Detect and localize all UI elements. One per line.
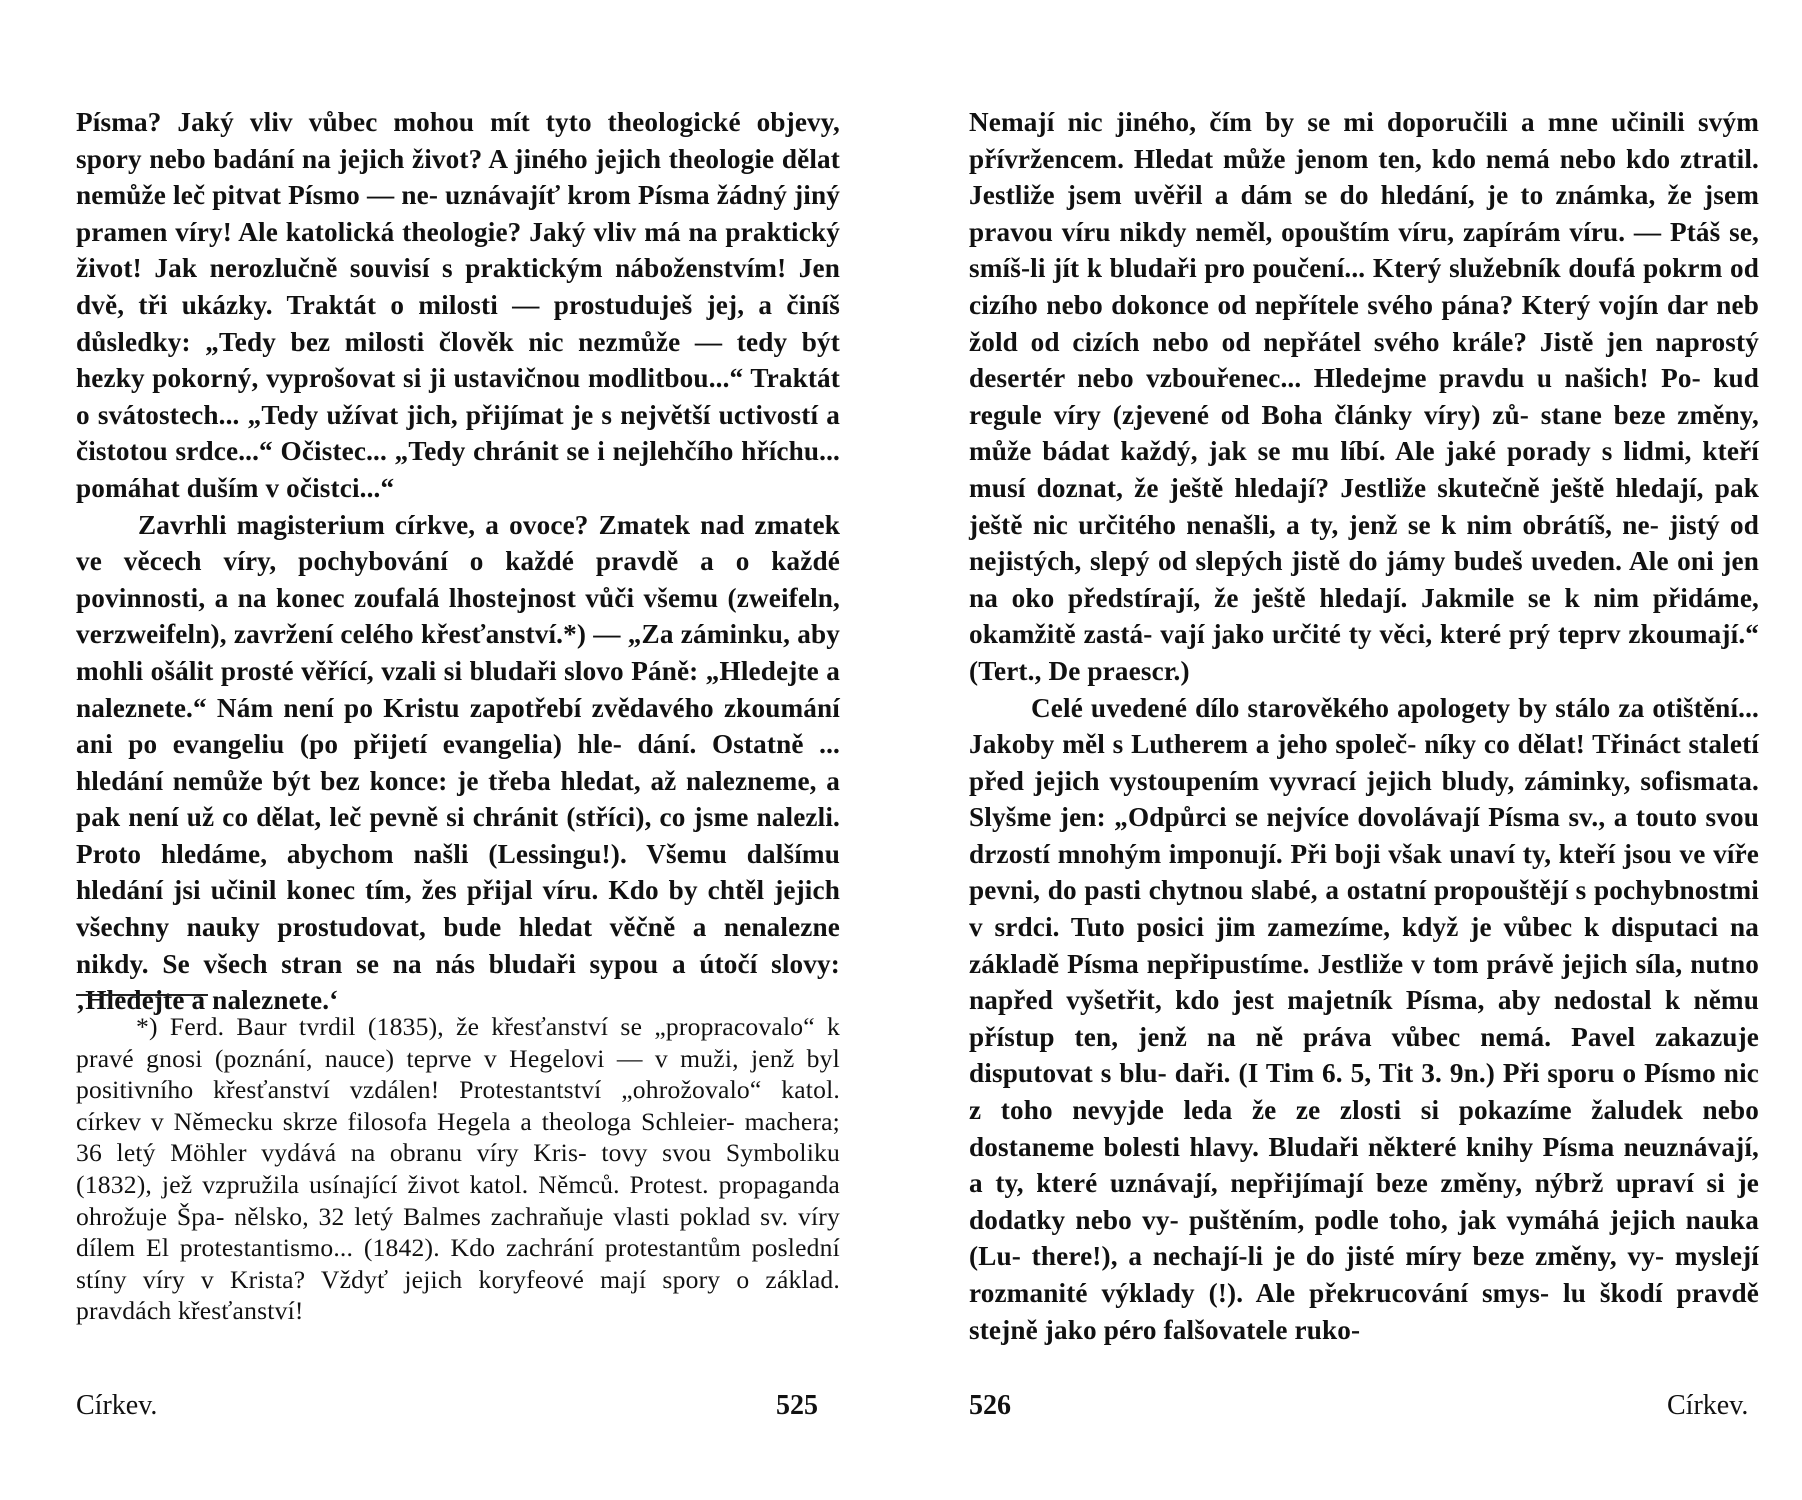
- text-line: lu škodí pravdě stejně jako péro falšovatele ruko-: [969, 1278, 1759, 1345]
- right-page-body-text: [969, 104, 1759, 1348]
- footnote-line: tovy svou Symboliku (1832), jež vzpružila usínající: [76, 1138, 840, 1199]
- text-line: Písma? Jaký vliv vůbec mohou mít tyto theologické: [76, 107, 741, 137]
- right-page: [901, 0, 1802, 1500]
- text-line: jejich síla, nutno napřed vyšetřit, kdo jest majetník: [969, 948, 1759, 1016]
- text-line: budeš uveden. Ale oni jen na oko předstírají, že ještě: [969, 546, 1759, 613]
- text-line: svou drzostí mnohým imponují. Při boji však unaví: [969, 802, 1760, 869]
- text-line: Celé uvedené dílo starověkého apologety by stálo: [1031, 692, 1611, 723]
- text-line: věřící, vzali si bludaři slovo Páně: „Hledejte a: [301, 655, 840, 686]
- running-head-left: Církev.: [76, 1390, 158, 1421]
- text-line: bludaři sypou a útočí slovy: ‚Hledejte a naleznete.‘: [76, 948, 840, 1016]
- footnote-line: machera; 36 letý Möhler vydává na obranu víry Kris-: [76, 1106, 840, 1168]
- text-line: Písma, aby nedostal k němu přístup ten, jenž na ně: [969, 985, 1759, 1052]
- text-line: leč pevně si chránit (stříci), co jsme nalezli. Proto: [76, 802, 840, 869]
- text-line: nikdy neměl, opouštím víru, zapírám víru. — Ptáš se,: [1119, 216, 1760, 247]
- text-line: věčně a nenalezne nikdy. Se všech stran se na nás: [76, 912, 840, 979]
- text-line: hledají. Jakmile se k nim přidáme, okamžitě zastá-: [969, 582, 1759, 650]
- footnote-rule: [76, 994, 208, 996]
- text-line: se do hledání, je to známka, že jsem pravou víru: [969, 180, 1759, 247]
- page-number-right: 526: [969, 1390, 1011, 1421]
- text-line: (Tert., De praescr.): [969, 655, 1190, 686]
- text-line: vají jako určité ty věci, které prý teprv zkoumají.“: [1160, 619, 1760, 650]
- text-line: puštěním, podle toho, jak vymáhá jejich nauka (Lu-: [969, 1204, 1759, 1272]
- text-line: jistý od nejistých, slepý od slepých jistě do jámy: [969, 509, 1760, 577]
- text-line: chtěl jejich všechny nauky prostudovat, bude hledat: [76, 875, 841, 943]
- text-line: smíš-li jít k bludaři pro poučení... Který služebník: [969, 253, 1561, 284]
- footnote-line: vzdálen! Protestantství „ohrožovalo“ katol. církev v: [76, 1075, 840, 1136]
- text-line: vyvrací jejich bludy, záminky, sofismata. Slyšme jen:: [969, 765, 1759, 833]
- paragraph: [969, 104, 1759, 690]
- text-line: stane beze změny, může bádat každý, jak se mu: [969, 399, 1759, 467]
- text-line: beze změny, nýbrž upraví si je dodatky nebo vy-: [969, 1168, 1759, 1235]
- text-line: níky co dělat! Třináct staletí před jejich vystoupením: [969, 729, 1759, 796]
- footnote-line: *) Ferd. Baur tvrdil (1835), že křesťanství se: [136, 1012, 643, 1041]
- footnote-line: život katol. Němců. Protest. propaganda ohrožuje Špa-: [76, 1169, 840, 1231]
- footnote-paragraph: [76, 1011, 840, 1327]
- page-number-left: 525: [776, 1390, 818, 1421]
- left-page-body-text: [76, 104, 840, 1019]
- running-head-right: Církev.: [1667, 1390, 1749, 1421]
- paragraph: [76, 104, 840, 507]
- text-line: nic určitého nenašli, a ty, jenž se k nim obrátíš, ne-: [1032, 509, 1659, 540]
- text-line: hledáme, abychom našli (Lessingu!). Všemu dalšímu: [160, 838, 840, 869]
- text-line: kud regule víry (zjevené od Boha články víry) zů-: [969, 363, 1759, 430]
- text-line: there!), a nechají-li je do jisté míry beze změny, vy-: [1031, 1241, 1665, 1272]
- text-line: uznávajíť krom Písma žádný jiný pramen víry! Ale: [76, 180, 840, 247]
- text-line: od nepřátel svého krále? Jistě jen naprostý desertér: [969, 326, 1759, 394]
- text-line: Písma neuznávají, a ty, které uznávají, nepřijímají: [969, 1131, 1760, 1199]
- footnote-line: „propracovalo“ k pravé gnosi (poznání, nauce) teprve: [76, 1012, 841, 1073]
- text-line: „Odpůrci se nejvíce dovolávají Písma sv., a touto: [1114, 802, 1698, 833]
- text-line: ji ustavičnou modlitbou...“ Traktát o svátostech...: [76, 363, 841, 430]
- text-line: nezmůže — tedy být hezky pokorný, vyprošovat si: [76, 326, 840, 394]
- text-line: naleznete.“ Nám není po Kristu zapotřebí zvědavého: [76, 692, 714, 723]
- text-line: jej, a činíš důsledky: „Tedy bez milosti člověk nic: [76, 289, 840, 357]
- text-line: nejlehčího hříchu... pomáhat duším v očistci...“: [76, 436, 840, 503]
- text-line: Zavrhli magisterium církve, a ovoce? Zmatek nad: [138, 509, 745, 540]
- text-line: učinili svým přívržencem. Hledat může jenom ten,: [969, 107, 1759, 174]
- text-line: myslejí rozmanité výklady (!). Ale překrucování smys-: [969, 1241, 1759, 1308]
- text-line: kdo nemá nebo kdo ztratil. Jestliže jsem uvěřil a dám: [969, 143, 1759, 211]
- text-line: líbí. Ale jaké porady s lidmi, kteří musí doznat, že: [969, 436, 1759, 503]
- text-line: katolická theologie? Jaký vliv má na praktický život!: [76, 216, 840, 284]
- text-line: dání. Ostatně ... hledání nemůže být bez konce: je: [76, 729, 840, 796]
- text-line: Jak nerozlučně souvisí s praktickým náboženstvím!: [154, 253, 787, 284]
- text-line: hledání jsi učinil konec tím, žes přijal víru. Kdo by: [76, 875, 698, 906]
- text-line: objevy, spory nebo badání na jejich život? A jiného: [76, 107, 840, 174]
- text-line: a o každé povinnosti, a na konec zoufalá lhostejnost: [76, 546, 840, 613]
- text-line: křesťanství.*) — „Za záminku, aby mohli ošálit prosté: [76, 619, 840, 686]
- text-line: „Tedy užívat jich, přijímat je s největší uctivostí a: [247, 399, 840, 430]
- text-line: třeba hledat, až nalezneme, a pak není už co dělat,: [76, 765, 840, 833]
- text-line: zmatek ve věcech víry, pochybování o každé pravdě: [76, 509, 840, 577]
- text-line: za otištění... Jakoby měl s Lutherem a jeho společ-: [969, 692, 1759, 760]
- text-line: jejich theologie dělat nemůže leč pitvat Písmo — ne-: [76, 143, 840, 211]
- text-line: zkoumání ani po evangeliu (po přijetí evangelia) hle-: [76, 692, 840, 760]
- footnote-line: protestantům poslední stíny víry v Krista? Vždyť jejich: [76, 1233, 840, 1294]
- text-line: a ostatní propouštějí s pochybnostmi v srdci. Tuto: [969, 875, 1759, 943]
- text-line: základě Písma nepřipustíme. Jestliže v tom právě: [969, 948, 1554, 979]
- text-line: Jen dvě, tři ukázky. Traktát o milosti — prostuduješ: [76, 253, 841, 320]
- footnote: [76, 1011, 840, 1327]
- footnote-line: víry dílem El protestantismo... (1842). Kdo zachrání: [76, 1201, 841, 1263]
- text-line: čistotou srdce...“ Očistec... „Tedy chránit se i: [76, 436, 605, 467]
- text-line: nebo dostaneme bolesti hlavy. Bludaři některé knihy: [969, 1095, 1759, 1162]
- text-line: práva vůbec nemá. Pavel zakazuje disputovat s blu-: [969, 1021, 1759, 1089]
- text-line: Nemají nic jiného, čím by se mi doporučili a mne: [969, 107, 1599, 137]
- text-line: svého pána? Který vojín dar neb žold od cizích nebo: [969, 289, 1759, 357]
- text-line: nebo vzbouřenec... Hledejme pravdu u našich! Po-: [1077, 363, 1701, 394]
- text-line: z toho nevyjde leda že ze zlosti si pokazíme žaludek: [969, 1095, 1683, 1126]
- footnote-line: koryfeové mají spory o základ. pravdách křesťanství!: [76, 1264, 840, 1326]
- text-line: daři. (I Tim 6. 5, Tit 3. 9n.) Při sporu o Písmo nic: [1174, 1058, 1759, 1089]
- text-line: posici jim zamezíme, když je vůbec k disputaci na: [1136, 912, 1759, 943]
- paragraph: [969, 690, 1759, 1349]
- text-line: vůči všemu (zweifeln, verzweifeln), zavržení celého: [76, 582, 840, 650]
- paragraph: [76, 507, 840, 1019]
- footnote-line: nělsko, 32 letý Balmes zachraňuje vlasti poklad sv.: [234, 1201, 789, 1231]
- text-line: ty, kteří jsou ve víře pevni, do pasti chytnou slabé,: [969, 838, 1759, 906]
- footnote-line: Německu skrze filosofa Hegela a theologa Schleier-: [173, 1106, 735, 1136]
- text-line: doufá pokrm od cizího nebo dokonce od nepřítele: [969, 253, 1759, 320]
- footnote-line: v Hegelovi — v muži, jenž byl positivního křesťanství: [76, 1043, 840, 1105]
- text-line: ještě hledají? Jestliže skutečně ještě hledají, pak ještě: [969, 472, 1759, 540]
